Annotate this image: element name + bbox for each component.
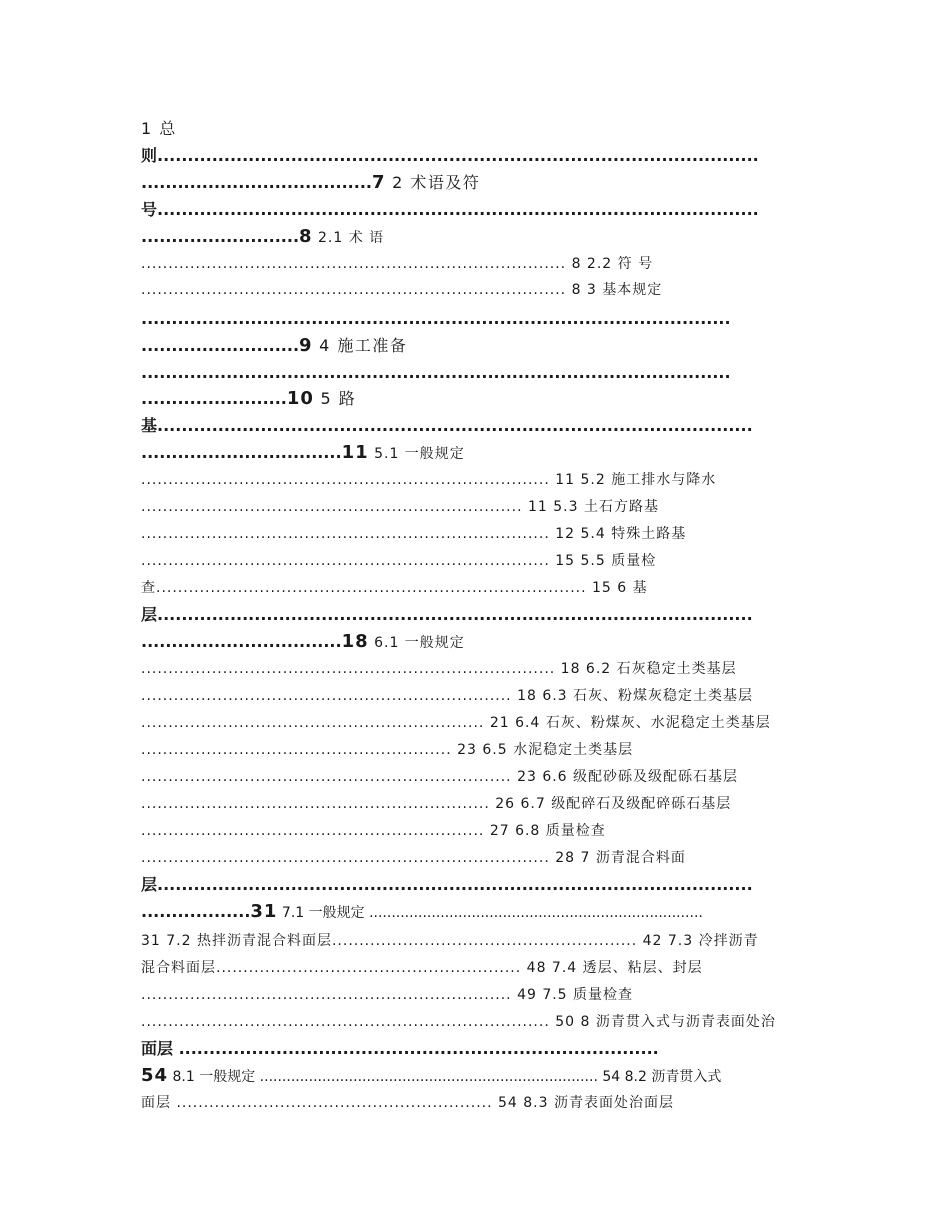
toc-line: 则................................................................................................... <box>141 146 759 165</box>
toc-entry-title: 8.1 一般规定 ............................................................................ 54 8.2 沥青贯入式 <box>168 1069 722 1085</box>
toc-line: ................................................................................................. <box>141 309 731 328</box>
toc-leader: .......................... <box>141 336 300 355</box>
toc-page-number: 10 <box>286 388 314 409</box>
toc-page-number: 8 <box>299 226 313 247</box>
toc-leader: .................. <box>141 902 251 921</box>
toc-line: 面层 ............................................................................... <box>141 1039 659 1058</box>
toc-entry-title: 6.1 一般规定 <box>368 635 465 651</box>
toc-leader: ................................. <box>141 632 342 651</box>
toc-entry-title: 4 施工准备 <box>312 336 408 355</box>
toc-line: .............................................................................. 8 3 基本规定 <box>141 282 663 298</box>
toc-line <box>141 334 407 358</box>
toc-line: ........................................................................... 12 5.4 特殊土路基 <box>141 526 687 542</box>
toc-line <box>141 1064 721 1088</box>
toc-entry-title: 7.1 一般规定 ........................................................................... <box>277 905 703 921</box>
toc-line: 1 总 <box>141 119 177 138</box>
toc-line <box>141 387 356 411</box>
toc-line: .................................................................... 23 6.6 级配砂砾及级配砾石基层 <box>141 769 739 785</box>
toc-line: 混合料面层........................................................ 48 7.4 透层、粘层、封层 <box>141 960 703 976</box>
toc-line: ........................................................................... 15 5.5 质量检 <box>141 553 657 569</box>
toc-entry-title: 5.1 一般规定 <box>368 446 465 462</box>
toc-entry-title: 5 路 <box>313 389 357 408</box>
toc-line: 31 7.2 热拌沥青混合料面层........................................................ 42 7.3 冷拌沥青 <box>141 933 759 949</box>
toc-line: 层.................................................................................................. <box>141 605 753 624</box>
toc-line: .................................................................... 49 7.5 质量检查 <box>141 987 634 1003</box>
toc-line: 层.................................................................................................. <box>141 875 753 894</box>
toc-leader: ...................................... <box>141 173 372 192</box>
toc-line: ................................................................ 26 6.7 级配碎石及级配碎砾石基层 <box>141 796 732 812</box>
toc-line <box>141 441 465 465</box>
toc-line: ......................................................... 23 6.5 水泥稳定土类基层 <box>141 742 634 758</box>
toc-line <box>141 171 480 195</box>
toc-line: 查............................................................................... 15 6 基 <box>141 580 648 596</box>
toc-line: ...................................................................... 11 5.3 土石方路基 <box>141 499 659 515</box>
toc-line: ........................................................................... 50 8 沥青贯入式与沥青表面处治 <box>141 1014 776 1030</box>
toc-leader: .......................... <box>141 227 300 246</box>
toc-page-number: 7 <box>371 172 386 193</box>
toc-line: .................................................................... 18 6.3 石灰、粉煤灰稳定土类基层 <box>141 688 754 704</box>
toc-page-number: 18 <box>341 631 369 652</box>
toc-page-number: 31 <box>250 901 278 922</box>
toc-line: 号................................................................................................... <box>141 200 759 219</box>
toc-line: ........................................................................... 11 5.2 施工排水与降水 <box>141 472 717 488</box>
toc-entry-title: 2 术语及符 <box>385 173 481 192</box>
toc-line: ........................................................................... 28 7 沥青混合料面 <box>141 850 686 866</box>
toc-line: ................................................................................................. <box>141 363 731 382</box>
toc-entry-title: 2.1 术 语 <box>312 230 385 246</box>
toc-line <box>141 900 703 924</box>
toc-line <box>141 630 465 654</box>
toc-line: .............................................................................. 8 2.2 符 号 <box>141 256 654 272</box>
toc-page-number: 9 <box>299 335 313 356</box>
toc-line: ............................................................... 21 6.4 石灰、粉煤灰、水泥稳定土类基层 <box>141 715 771 731</box>
toc-page-number: 54 <box>141 1065 169 1086</box>
toc-leader: ........................ <box>141 389 287 408</box>
toc-line: ............................................................................ 18 6.2 石灰稳定土类基层 <box>141 661 737 677</box>
toc-line: 面层 .......................................................... 54 8.3 沥青表面处治面层 <box>141 1095 674 1111</box>
toc-line: ............................................................... 27 6.8 质量检查 <box>141 823 606 839</box>
toc-line: 基.................................................................................................. <box>141 416 753 435</box>
toc-page-number: 11 <box>341 442 369 463</box>
toc-leader: ................................. <box>141 443 342 462</box>
toc-line <box>141 225 384 249</box>
